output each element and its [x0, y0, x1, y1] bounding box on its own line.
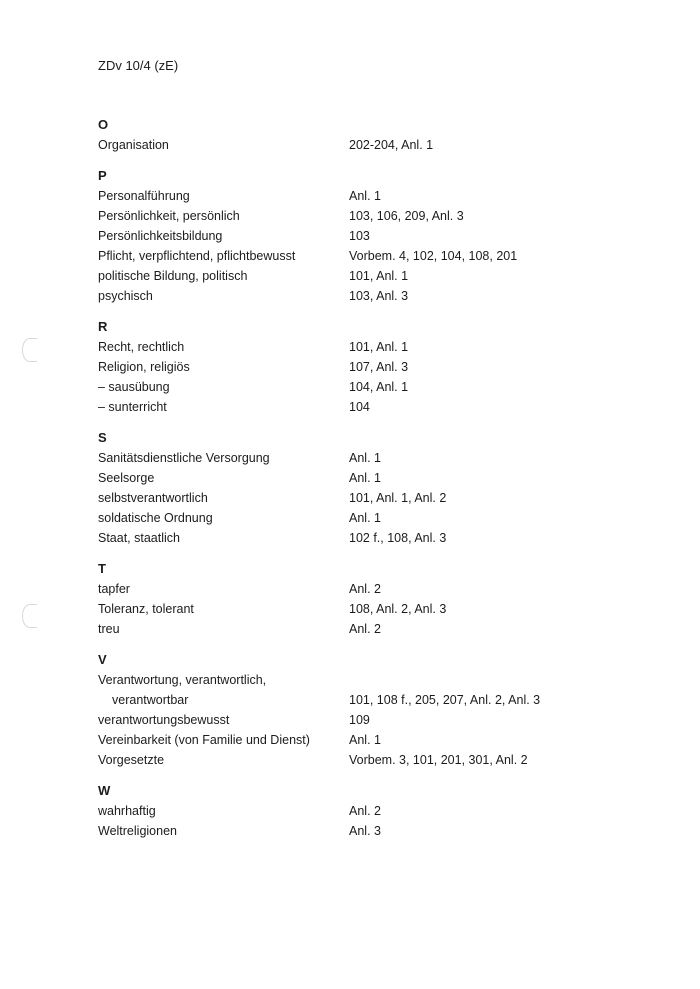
index-entry [98, 670, 598, 690]
index-entry [98, 619, 598, 639]
section-letter: V [98, 652, 107, 667]
entry-reference: 202-204, Anl. 1 [349, 138, 434, 152]
entry-term: politische Bildung, politisch [98, 269, 248, 283]
entry-term: Persönlichkeitsbildung [98, 229, 223, 243]
entry-term: verantwortungsbewusst [98, 713, 230, 727]
entry-reference: Anl. 1 [349, 451, 381, 465]
index-entry [98, 750, 598, 770]
index-entry [98, 397, 598, 417]
section-letter: T [98, 561, 106, 576]
entry-reference: 108, Anl. 2, Anl. 3 [349, 602, 447, 616]
index-entry [98, 599, 598, 619]
index-entry [98, 710, 598, 730]
entry-term: verantwortbar [112, 693, 189, 707]
section-letter: O [98, 117, 109, 132]
index-entry [98, 468, 598, 488]
section-letter: S [98, 430, 107, 445]
entry-reference: Vorbem. 4, 102, 104, 108, 201 [349, 249, 518, 263]
index-entry [98, 488, 598, 508]
entry-term: Staat, staatlich [98, 531, 180, 545]
index-entry [98, 801, 598, 821]
entry-reference: Anl. 2 [349, 804, 381, 818]
entry-term: – sausübung [98, 380, 170, 394]
entry-reference: 101, Anl. 1 [349, 269, 409, 283]
entry-term: Organisation [98, 138, 169, 152]
entry-reference: 109 [349, 713, 370, 727]
entry-term: psychisch [98, 289, 153, 303]
keyword-index [98, 115, 598, 852]
entry-term: tapfer [98, 582, 130, 596]
document-header: ZDv 10/4 (zE) [98, 58, 179, 73]
entry-reference: 101, Anl. 1 [349, 340, 409, 354]
index-entry [98, 508, 598, 528]
index-section [98, 115, 598, 155]
entry-term: treu [98, 622, 120, 636]
entry-reference: 102 f., 108, Anl. 3 [349, 531, 447, 545]
index-section [98, 781, 598, 841]
index-entry [98, 246, 598, 266]
index-entry [98, 377, 598, 397]
index-section [98, 559, 598, 639]
index-entry [98, 528, 598, 548]
index-section [98, 317, 598, 417]
entry-term: – sunterricht [98, 400, 167, 414]
entry-reference: Anl. 1 [349, 733, 381, 747]
index-entry [98, 579, 598, 599]
entry-reference: 103, Anl. 3 [349, 289, 409, 303]
entry-term: Persönlichkeit, persönlich [98, 209, 240, 223]
entry-reference: Anl. 2 [349, 582, 381, 596]
index-entry [98, 266, 598, 286]
entry-term: Vereinbarkeit (von Familie und Dienst) [98, 733, 310, 747]
entry-reference: Anl. 3 [349, 824, 381, 838]
index-entry [98, 730, 598, 750]
section-letter: P [98, 168, 107, 183]
entry-term: Religion, religiös [98, 360, 190, 374]
section-letter: R [98, 319, 108, 334]
entry-term: Pflicht, verpflichtend, pflichtbewusst [98, 249, 296, 263]
entry-term: Vorgesetzte [98, 753, 165, 767]
entry-term: Personalführung [98, 189, 190, 203]
index-section [98, 166, 598, 306]
index-entry [98, 226, 598, 246]
entry-reference: Vorbem. 3, 101, 201, 301, Anl. 2 [349, 753, 528, 767]
entry-term: Sanitätsdienstliche Versorgung [98, 451, 270, 465]
index-entry [98, 206, 598, 226]
entry-term: Verantwortung, verantwortlich, [98, 673, 267, 687]
entry-term: selbstverantwortlich [98, 491, 208, 505]
section-letter: W [98, 783, 111, 798]
punch-hole-mark [22, 338, 37, 362]
entry-term: Toleranz, tolerant [98, 602, 194, 616]
index-entry [98, 821, 598, 841]
entry-term: wahrhaftig [98, 804, 156, 818]
index-entry [98, 448, 598, 468]
index-section [98, 650, 598, 770]
entry-reference: Anl. 1 [349, 511, 381, 525]
entry-term: Recht, rechtlich [98, 340, 185, 354]
index-entry [98, 337, 598, 357]
punch-hole-mark [22, 604, 37, 628]
entry-reference: 103 [349, 229, 370, 243]
index-section [98, 428, 598, 548]
entry-reference: 101, 108 f., 205, 207, Anl. 2, Anl. 3 [349, 693, 541, 707]
entry-term: Weltreligionen [98, 824, 177, 838]
entry-reference: 101, Anl. 1, Anl. 2 [349, 491, 447, 505]
index-entry [98, 286, 598, 306]
entry-term: soldatische Ordnung [98, 511, 213, 525]
index-entry [98, 690, 598, 710]
index-entry [98, 135, 598, 155]
entry-reference: 107, Anl. 3 [349, 360, 409, 374]
index-entry [98, 357, 598, 377]
entry-term: Seelsorge [98, 471, 155, 485]
index-entry [98, 186, 598, 206]
entry-reference: 104, Anl. 1 [349, 380, 409, 394]
entry-reference: 104 [349, 400, 370, 414]
entry-reference: Anl. 2 [349, 622, 381, 636]
entry-reference: Anl. 1 [349, 471, 381, 485]
entry-reference: 103, 106, 209, Anl. 3 [349, 209, 464, 223]
entry-reference: Anl. 1 [349, 189, 381, 203]
